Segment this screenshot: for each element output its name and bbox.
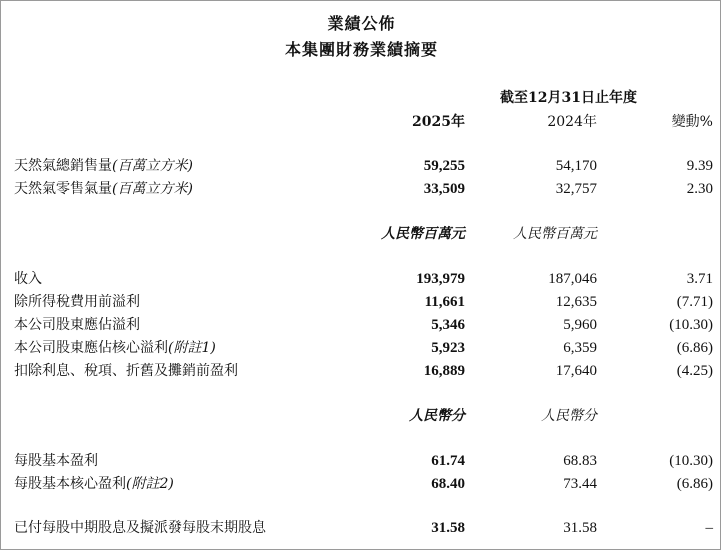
value-2025: 16,889: [423, 363, 465, 379]
value-change: (10.30): [669, 317, 713, 333]
row-note: (百萬立方米): [112, 181, 193, 197]
value-2024: 5,960: [563, 317, 597, 333]
value-2024: 6,359: [563, 340, 597, 356]
value-change: –: [705, 520, 713, 536]
column-header-change: 變動%: [671, 114, 713, 130]
value-2024: 17,640: [555, 363, 597, 379]
value-2025: 5,346: [431, 317, 465, 333]
value-2024: 54,170: [555, 158, 597, 174]
row-label-text: 已付每股中期股息及擬派發每股末期股息: [14, 520, 266, 536]
value-change: (6.86): [676, 340, 713, 356]
value-change: (10.30): [669, 453, 713, 469]
row-note: (百萬立方米): [112, 158, 193, 174]
row-label-text: 每股基本盈利: [14, 453, 98, 469]
row-label-text: 天然氣零售氣量: [14, 181, 112, 197]
page-subtitle: 本集團財務業績摘要: [284, 40, 438, 59]
row-label: [14, 452, 98, 470]
row-label: [14, 293, 140, 311]
value-change: (6.86): [676, 476, 713, 492]
value-change: 3.71: [686, 271, 713, 287]
column-header-2024: 2024年: [547, 114, 597, 130]
value-2024: 32,757: [555, 181, 597, 197]
column-header-2025: 2025年: [412, 114, 465, 130]
value-2024: 31.58: [563, 520, 597, 536]
value-2025: 31.58: [431, 520, 465, 536]
value-2025: 61.74: [431, 453, 465, 469]
row-label-text: 扣除利息、稅項、折舊及攤銷前盈利: [14, 363, 238, 379]
row-label-text: 每股基本核心盈利: [14, 476, 126, 492]
row-note: (附註2): [126, 476, 174, 492]
period-header: 截至12月31日止年度: [500, 90, 637, 106]
value-change: 2.30: [686, 181, 713, 197]
value-2025: 68.40: [431, 476, 465, 492]
unit-label-2025: 人民幣分: [409, 408, 465, 424]
value-2024: 68.83: [563, 453, 597, 469]
value-2025: 5,923: [431, 340, 465, 356]
row-label: [14, 316, 140, 334]
value-2024: 187,046: [548, 271, 597, 287]
row-label-text: 除所得稅費用前溢利: [14, 294, 140, 310]
value-2024: 12,635: [555, 294, 597, 310]
value-2025: 11,661: [424, 294, 465, 310]
row-label: [14, 180, 193, 198]
row-label-text: 天然氣總銷售量: [14, 158, 112, 174]
row-label-text: 收入: [14, 271, 42, 287]
page-title: 業績公佈: [327, 14, 396, 33]
row-label: [14, 157, 193, 175]
value-2025: 193,979: [416, 271, 465, 287]
unit-label-2025: 人民幣百萬元: [381, 226, 465, 242]
value-change: 9.39: [686, 158, 713, 174]
value-change: (4.25): [676, 363, 713, 379]
row-label: [14, 270, 42, 288]
value-2025: 33,509: [423, 181, 465, 197]
row-note: (附註1): [168, 340, 216, 356]
unit-label-2024: 人民幣分: [541, 408, 597, 424]
row-label-text: 本公司股東應佔溢利: [14, 317, 140, 333]
value-2025: 59,255: [423, 158, 465, 174]
row-label: [14, 519, 266, 537]
row-label-text: 本公司股東應佔核心溢利: [14, 340, 168, 356]
value-2024: 73.44: [563, 476, 597, 492]
unit-label-2024: 人民幣百萬元: [513, 226, 597, 242]
row-label: [14, 339, 216, 357]
row-label: [14, 475, 174, 493]
value-change: (7.71): [676, 294, 713, 310]
row-label: [14, 362, 238, 380]
